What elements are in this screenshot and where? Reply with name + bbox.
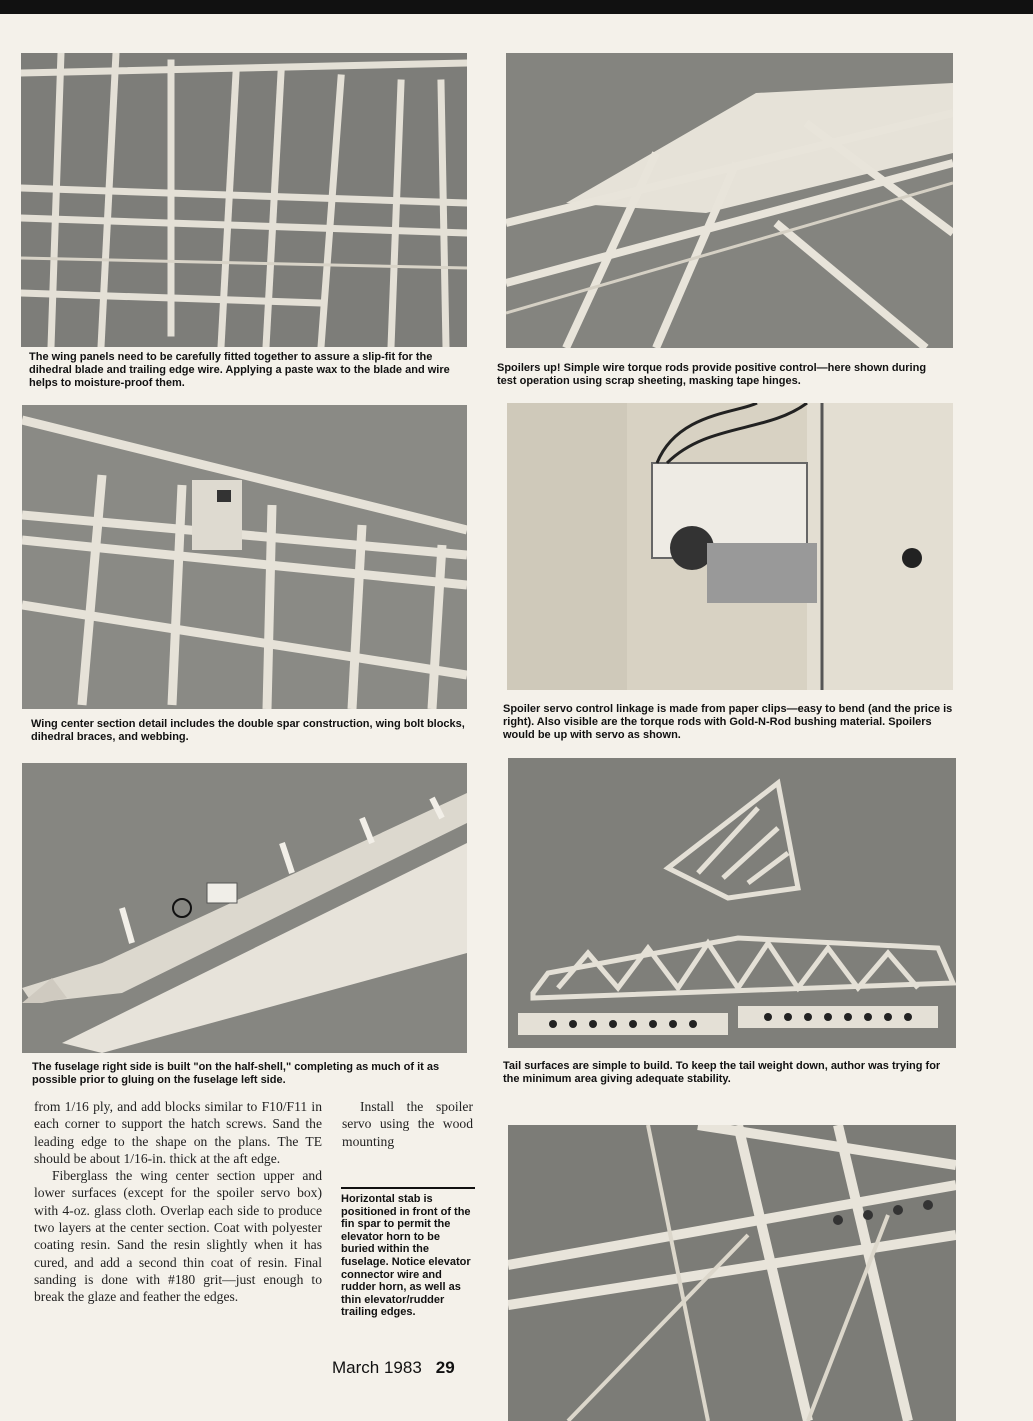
photo-servo-linkage — [507, 403, 953, 690]
caption-wing-center: Wing center section detail includes the double spar construction, wing bolt blocks, dihedral braces, and webbing. — [31, 718, 465, 743]
page-number: 29 — [435, 1358, 455, 1377]
article-column-2 — [342, 1098, 473, 1150]
top-border — [0, 0, 1033, 14]
photo-horizontal-stab — [508, 1125, 956, 1421]
caption-spoilers: Spoilers up! Simple wire torque rods provide positive control—here shown during test operation using scrap sheeting, masking tape hinges. — [497, 362, 927, 387]
photo-tail-surfaces — [508, 758, 956, 1048]
photo-fuselage — [22, 763, 467, 1053]
photo-wing-panels — [21, 53, 467, 347]
caption-servo-linkage: Spoiler servo control linkage is made from paper clips—easy to bend (and the price is right). Also visible are the torque rods with Gold-N-Rod bushing material. Spoilers would be up with servo as shown. — [503, 703, 953, 741]
article-column-1 — [34, 1098, 322, 1306]
footer-date: March 1983 — [332, 1358, 422, 1377]
article-paragraph-3: Install the spoiler servo using the wood mounting — [342, 1099, 473, 1149]
article-paragraph-1: from 1/16 ply, and add blocks similar to F10/F11 in each corner to support the hatch screws. Sand the leading edge to the shape on the plans. The TE should be about 1/16-in. thick at the aft edge. — [34, 1099, 322, 1166]
photo-spoilers — [506, 53, 953, 348]
photo-wing-center — [22, 405, 467, 709]
page-footer — [332, 1358, 482, 1378]
article-paragraph-2: Fiberglass the wing center section upper and lower surfaces (except for the spoiler servo box) with 4-oz. glass cloth. Overlap each side to produce two layers at the center section. Coat with polyester coating resin. Sand the resin slightly when it has cured, and add a second thin coat of resin. Final sanding is done with #180 grit—just enough to break the glaze and feather the edges. — [34, 1168, 322, 1305]
caption-tail-surfaces: Tail surfaces are simple to build. To keep the tail weight down, author was trying for the minimum area giving adequate stability. — [503, 1060, 941, 1085]
caption-fuselage: The fuselage right side is built "on the half-shell," completing as much of it as possible prior to gluing on the fuselage left side. — [32, 1061, 440, 1086]
caption-wing-panels: The wing panels need to be carefully fitted together to assure a slip-fit for the dihedral blade and trailing edge wire. Applying a paste wax to the blade and wire helps to moisture-proof them. — [29, 351, 450, 389]
sidebar-caption-horizontal-stab: Horizontal stab is positioned in front of the fin spar to permit the elevator horn to be buried within the fuselage. Notice elevator connector wire and rudder horn, as well as thin elevator/rudder trailing edges. — [341, 1187, 475, 1319]
